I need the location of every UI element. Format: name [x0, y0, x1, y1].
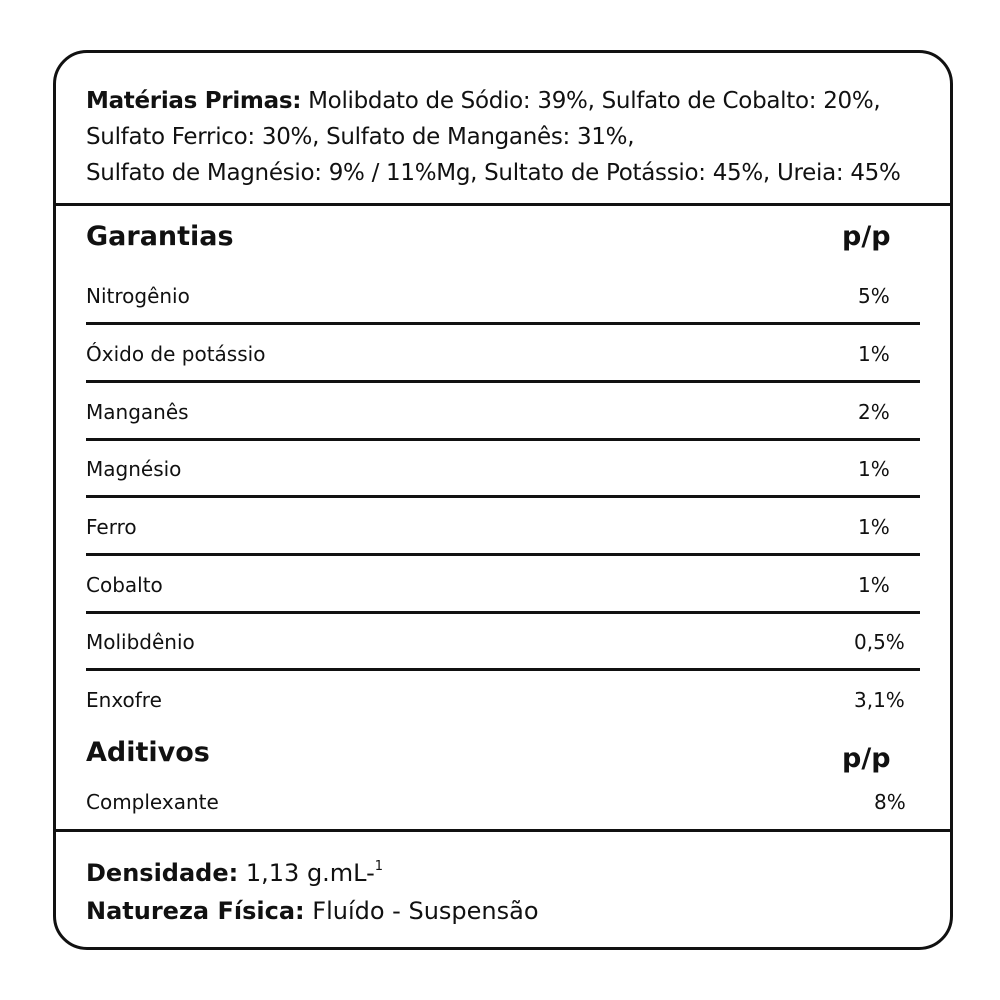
guarantee-name: Manganês [86, 400, 189, 424]
physical-nature-label: Natureza Física: [86, 897, 305, 925]
raw-materials-text-1: Molibdato de Sódio: 39%, Sulfato de Cobalto: 20%, [308, 88, 881, 114]
section-divider-top [56, 203, 950, 206]
row-divider [86, 322, 920, 325]
raw-materials-line-1 [86, 83, 936, 119]
guarantee-row [86, 457, 920, 497]
guarantee-row [86, 573, 920, 613]
guarantee-name: Cobalto [86, 573, 163, 597]
additives-unit: p/p [842, 743, 891, 774]
row-divider [86, 495, 920, 498]
raw-materials-block [86, 83, 936, 191]
guarantee-row [86, 630, 920, 670]
section-divider-bottom [56, 829, 950, 832]
physical-nature-line [86, 897, 539, 925]
guarantee-value: 1% [858, 573, 890, 597]
physical-nature-value: Fluído - Suspensão [312, 897, 539, 925]
guarantees-unit: p/p [842, 221, 891, 252]
guarantee-row [86, 688, 920, 728]
row-divider [86, 668, 920, 671]
raw-materials-label: Matérias Primas: [86, 88, 302, 114]
raw-materials-text-3: Sulfato de Magnésio: 9% / 11%Mg, Sultato de Potássio: 45%, Ureia: 45% [86, 160, 901, 186]
guarantee-value: 3,1% [854, 688, 905, 712]
row-divider [86, 611, 920, 614]
row-divider [86, 553, 920, 556]
guarantee-value: 2% [858, 400, 890, 424]
additive-name: Complexante [86, 790, 219, 814]
guarantee-row [86, 515, 920, 555]
density-exponent: 1 [374, 859, 384, 874]
density-label: Densidade: [86, 859, 239, 887]
guarantee-name: Molibdênio [86, 630, 195, 654]
guarantee-value: 5% [858, 284, 890, 308]
guarantee-row [86, 342, 920, 382]
guarantees-title: Garantias [86, 221, 234, 252]
guarantee-name: Enxofre [86, 688, 162, 712]
density-value: 1,13 g.mL- [245, 859, 375, 887]
guarantee-name: Nitrogênio [86, 284, 190, 308]
additive-value: 8% [874, 790, 906, 814]
row-divider [86, 438, 920, 441]
guarantee-name: Magnésio [86, 457, 182, 481]
row-divider [86, 380, 920, 383]
additive-row [86, 790, 920, 830]
guarantee-value: 1% [858, 515, 890, 539]
guarantee-row [86, 284, 920, 324]
guarantee-value: 1% [858, 342, 890, 366]
guarantee-row [86, 400, 920, 440]
guarantee-name: Óxido de potássio [86, 342, 266, 366]
additives-title: Aditivos [86, 737, 210, 768]
raw-materials-text-2: Sulfato Ferrico: 30%, Sulfato de Manganês: 31%, [86, 124, 635, 150]
guarantee-name: Ferro [86, 515, 137, 539]
guarantee-value: 1% [858, 457, 890, 481]
product-label [53, 50, 953, 950]
guarantee-value: 0,5% [854, 630, 905, 654]
density-line [86, 859, 383, 887]
